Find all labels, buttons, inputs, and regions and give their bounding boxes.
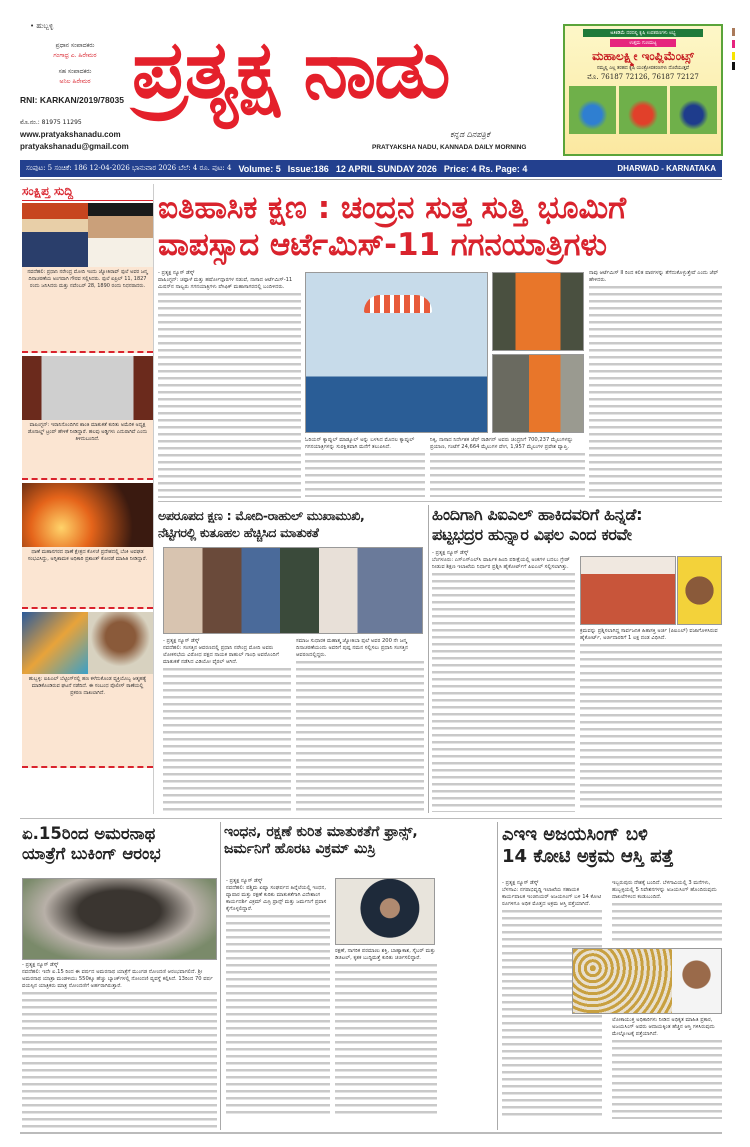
color-mark	[732, 52, 735, 60]
headline-line2: ನೆಟ್ಟಿಗರಲ್ಲಿ ಕುತೂಹಲ ಹೆಚ್ಚಿಸಿದ ಮಾತುಕತೆ	[158, 525, 319, 540]
photo-betting-illustration	[22, 612, 88, 674]
issue-date: 12 APRIL SUNDAY 2026	[335, 163, 437, 174]
masthead-title: ಪ್ರತ್ಯಕ್ಷ ನಾಡು	[132, 23, 449, 116]
hindi-story-col2	[580, 628, 722, 812]
divider	[20, 818, 722, 819]
body-text: ರಕ್ಷಣೆ, ನಾಗರಿಕ ಪರಮಾಣು ಶಕ್ತಿ, ಬಾಹ್ಯಾಕಾಶ, ಸೈಬರ್ ಮತ್ತು ಡಿಜಿಟಲ್, ಕೃತಕ ಬುದ್ಧಿಮತ್ತೆ ಕುರಿತು ಚರ್ಚಿಸಲಿದ್ದಾರೆ.	[335, 948, 436, 961]
photo-astronauts-helicopter-1	[492, 272, 584, 351]
hindi-story-headline	[432, 505, 722, 545]
color-mark	[732, 62, 735, 70]
masthead-subtitle-kn: ಕನ್ನಡ ದಿನಪತ್ರಿಕೆ	[450, 130, 491, 139]
body-text: ಲೋಕಾಯುಕ್ತ ಅಧಿಕಾರಿಗಳು ನೀಡಿದ ಅಧಿಕೃತ ಮಾಹಿತಿ ಪ್ರಕಾರ, ಅಜಯಸಿಂಗ್ ಅವರು ಆದಾಯಕ್ಕಿಂತ ಹೆಚ್ಚಿನ ಆಸ್ತಿ ಗಳಿಸಿರುವುದು ಮೇಲ್ನೋಟಕ್ಕೆ ಪತ್ತೆಯಾಗಿದೆ.	[612, 1017, 722, 1038]
headline-line2: ಜರ್ಮನಿಗೆ ಹೊರಟ ವಿಕ್ರಮ್ ಮಿಸ್ರಿ	[224, 840, 376, 857]
photo-jyotirao-phule	[22, 203, 88, 267]
byline: - ಪ್ರತ್ಯಕ್ಷ ನ್ಯೂಸ್ ಡೆಸ್ಕ್	[163, 638, 291, 645]
website-link[interactable]: www.pratyakshanadu.com	[20, 130, 121, 139]
column-divider	[497, 822, 498, 1130]
headline-line1: ಹಿಂದಿಗಾಗಿ ಪಿಐಎಲ್ ಹಾಕಿದವರಿಗೆ ಹಿನ್ನಡೆ:	[432, 505, 643, 524]
ajay-headline	[502, 824, 722, 867]
color-mark	[732, 40, 735, 48]
lead-lede: ವಾಷಿಂಗ್ಟನ್: ಚಪ್ಪಾಳೆ ಮತ್ತು ಹರ್ಷೋದ್ಗಾರಗಳ ನಡುವೆ, ನಾಸಾದ ಆರ್ಟೆಮಿಸ್-11 ಮಿಷನ್‌ನ ನಾಲ್ವರು ಗಗನಯಾತ್ರಿಗಳು ಪೆಸಿಫಿಕ್ ಮಹಾಸಾಗರದಲ್ಲಿ ಬಂದಿಳಿದರು.	[158, 277, 301, 291]
lede: ನವದೆಹಲಿ: ಸಂಸತ್ತಿನ ಆವರಣದಲ್ಲಿ ಪ್ರಧಾನಿ ನರೇಂದ್ರ ಮೋದಿ ಅವರು ಲೋಕಸಭೆಯ ವಿರೋಧ ಪಕ್ಷದ ನಾಯಕ ರಾಹುಲ್ ಗಾಂಧಿ ಅವರೊಂದಿಗೆ ಮಾತುಕತೆ ನಡೆಸಿದ ವಿಡಿಯೋ ವೈರಲ್ ಆಗಿದೆ.	[163, 645, 291, 666]
lead-body-col-right	[589, 270, 722, 498]
headline-line1: ಅಪರೂಪದ ಕ್ಷಣ : ಮೋದಿ-ರಾಹುಲ್ ಮುಖಾಮುಖಿ,	[158, 508, 365, 523]
modi-story-headline	[158, 507, 422, 541]
misri-col1	[226, 878, 330, 1118]
photo-donald-trump	[22, 356, 153, 420]
body-text: ಇಬ್ಬರುಪುರು ದೇಶಕ್ಕೆ ಬಂದಿದೆ. ಬೆಳಗಾವಿಯಲ್ಲಿ 3 ಮನೆಗಳು, ಹುಬ್ಬಳ್ಳಿಯಲ್ಲಿ 5 ನಿವೇಶನಗಳನ್ನು ಅಜಯಸಿಂಗ್ ಹೊಂದಿರುವುದು ದಾಖಲೆಗಳಿಂದ ಕಂಡುಬಂದಿದೆ.	[612, 880, 722, 901]
misri-col2	[335, 948, 437, 1118]
caption-text: ನಿಕ್ಕಿ, ನಾಸಾದ ನಿರ್ದೇಶಕ ಜೆಫ್ ರಾಡಿಗನ್ ಅವರು ಚಂದ್ರನಿಗೆ 700,237 ಮೈಲುಗಳಷ್ಟು ಪ್ರಯಾಣ, ಗಂಟೆಗೆ 24,664 ಮೈಲುಗಳ ವೇಗ, 1,957 ಮೈಲುಗಳ ಪ್ರವೇಶ ವ್ಯಾಪ್ತಿ.	[430, 437, 585, 451]
ad-trailer-image	[670, 86, 717, 134]
lede: ನವದೆಹಲಿ: ಪಶ್ಚಿಮ ಏಷ್ಯಾ ಸಂಘರ್ಷದ ಹಿನ್ನೆಲೆಯಲ್ಲಿ ಇಂಧನ, ವ್ಯಾಪಾರ ಮತ್ತು ರಕ್ಷಣೆ ಕುರಿತು ಮಾತುಕತೆಗಾಗಿ ವಿದೇಶಾಂಗ ಕಾರ್ಯದರ್ಶಿ ವಿಕ್ರಮ್ ಮಿಸ್ರಿ ಫ್ರಾನ್ಸ್ ಮತ್ತು ಜರ್ಮನಿಗೆ ಪ್ರವಾಸ ಕೈಗೊಳ್ಳಲಿದ್ದಾರೆ.	[226, 885, 330, 913]
headline-line1: ಎಇಇ ಅಜಯಸಿಂಗ್ ಬಳಿ	[502, 824, 648, 845]
photo-capsule-splashdown	[305, 272, 488, 433]
misri-headline	[224, 824, 495, 858]
photo-karave-leader	[677, 556, 722, 625]
photo-fire-incident	[22, 483, 153, 547]
headline-line2: ಯಾತ್ರೆಗೆ ಬುಕಿಂಗ್ ಆರಂಭ	[22, 843, 161, 863]
brief-item: ನವದೆಹಲಿ: ಪ್ರಧಾನಿ ನರೇಂದ್ರ ಮೋದಿ ಇಂದು ಜ್ಯೋತಿರಾವ್ ಫುಲೆ ಅವರ ಜನ್ಮ ದಿನಾಚರಣೆಯ ಅಂಗವಾಗಿ ಗೌರವ ಸಲ್ಲಿಸಿದರು. ಫುಲೆ ಏಪ್ರಿಲ್ 11, 1827 ರಂದು ಜನಿಸಿದರು ಮತ್ತು ನವೆಂಬರ್ 28, 1890 ರಂದು ನಿಧನರಾದರು.	[22, 267, 153, 353]
brief-item: ಥಾಣೆ ಮಹಾನಗರದ ಥಾಣೆ ಕ್ಷೇತ್ರದ ಕೊಳಚೆ ಪ್ರದೇಶದಲ್ಲಿ ಬೆಂಕಿ ಅವಘಡ ಸಂಭವಿಸಿದ್ದು, ಅಗ್ನಿಶಾಮಕ ಅಧಿಕಾರಿ ಪ್ರಶಾಂತ್ ಕೋರಡೆ ಮಾಹಿತಿ ನೀಡಿದ್ದಾರೆ.	[22, 547, 153, 609]
byline: - ಪ್ರತ್ಯಕ್ಷ ನ್ಯೂಸ್ ಡೆಸ್ಕ್	[432, 550, 575, 557]
lead-headline-line2: ವಾಪಸ್ಸಾದ ಆರ್ಟೆಮಿಸ್-11 ಗಗನಯಾತ್ರಿಗಳು	[158, 227, 608, 264]
brief-item: ಹುಬ್ಬಳ್ಳಿ: ಐಪಿಎಲ್ ಬೆಟ್ಟಿಂಗ್‌ನಲ್ಲಿ ಹಣ ಕಳೆದುಕೊಂಡ ವ್ಯಕ್ತಿಯೊಬ್ಬ ಆತ್ಮಹತ್ಯೆ ಮಾಡಿಕೊಂಡಿರುವ ಘಟನೆ ನಡೆದಿದೆ. ಈ ಸಂಬಂಧ ಪೊಲೀಸ್ ಠಾಣೆಯಲ್ಲಿ ಪ್ರಕರಣ ದಾಖಲಾಗಿದೆ.	[22, 674, 153, 768]
issue-info-kn: ಸಂಪುಟ: 5 ಸಂಚಿಕೆ: 186 12-04-2026 ಭಾನುವಾರ 2026 ಬೆಲೆ: 4 ರೂ. ಪುಟ: 4	[26, 164, 232, 172]
ajay-col3	[612, 1017, 722, 1119]
price-page: Price: 4 Rs. Page: 4	[443, 163, 528, 174]
ad-business-name: ಮಹಾಲಕ್ಷ್ಮೀ ಇಂಪ್ಲಿಮೆಂಟ್ಸ್	[592, 49, 694, 63]
modi-story-col2	[296, 638, 424, 812]
coeditor-name: ಅನಿಲ ಹಿರೇಮಠ	[59, 78, 91, 85]
editor-name: ಗಂಗಾಧ್ರ ಎ. ಹಿರೇಮಠ	[53, 52, 97, 59]
issue-number: Issue:186	[287, 163, 329, 174]
divider	[158, 501, 722, 502]
headline-line1: ಏ.15ರಿಂದ ಅಮರನಾಥ	[22, 824, 156, 843]
rni-number: RNI: KARKAN/2019/78035	[20, 95, 124, 105]
photo-narendra-modi	[88, 203, 154, 267]
ad-rotavator-image	[619, 86, 666, 134]
ad-phone: ಮೊ. 76187 72126, 76187 72127	[587, 73, 699, 81]
volume: Volume: 5	[238, 163, 281, 174]
lead-headline	[158, 190, 723, 264]
ad-top-banner: ಅತಿಕಡಿಮೆ ದರದಲ್ಲಿ ಕೃಷಿ ಉಪಕರಣಗಳು ಲಭ್ಯ	[583, 29, 703, 37]
photo-ajay-singh	[672, 949, 721, 1013]
byline: - ಪ್ರತ್ಯಕ್ಷ ನ್ಯೂಸ್ ಡೆಸ್ಕ್	[22, 962, 217, 969]
coeditor-label: ಸಹ ಸಂಪಾದಕರು	[58, 68, 92, 75]
byline: - ಪ್ರತ್ಯಕ್ಷ ನ್ಯೂಸ್ ಡೆಸ್ಕ್	[226, 878, 330, 885]
editor-label: ಪ್ರಧಾನ ಸಂಪಾದಕರು	[55, 42, 95, 49]
lead-byline: - ಪ್ರತ್ಯಕ್ಷ ನ್ಯೂಸ್ ಡೆಸ್ಕ್	[158, 270, 301, 277]
body-text: ಕ್ರಮವನ್ನು ಪ್ರಶ್ನಿಸಲಾಗಿದ್ದ ಸಾರ್ವಜನಿಕ ಹಿತಾಸಕ್ತಿ ಅರ್ಜಿ (ಪಿಐಎಲ್) ವಜಾಗೊಳಿಸಿರುವ ಹೈಕೋರ್ಟ್, ಅರ್ಜಿದಾರರಿಗೆ 1 ಲಕ್ಷ ದಂಡ ವಿಧಿಸಿದೆ.	[580, 628, 722, 642]
issue-info-bar	[20, 160, 722, 177]
masthead-subtitle-en: PRATYAKSHA NADU, KANNADA DAILY MORNING	[372, 144, 527, 151]
edition-tag: • ಹುಬ್ಬಳ್ಳಿ	[30, 22, 54, 30]
body-text: ಸಮಾಜ ಸುಧಾರಕ ಮಹಾತ್ಮ ಜ್ಯೋತಿಬಾ ಫುಲೆ ಅವರ 200 ನೇ ಜನ್ಮ ದಿನಾಚರಣೆಯಂದು ಅವರಿಗೆ ಪುಷ್ಪ ನಮನ ಸಲ್ಲಿಸಲು ಪ್ರಧಾನಿ ಸಂಸತ್ತಿನ ಆವರಣದಲ್ಲಿದ್ದರು.	[296, 638, 424, 659]
ajay-col2	[612, 880, 722, 944]
color-mark	[732, 28, 735, 36]
caption-text: ಓರಿಯನ್ ಕ್ಯಾಪ್ಸುಲ್ ಮಾಡ್ಯೂಲ್ ಅನ್ನು ಬಳಸಿದ ಮೊದಲ ಕ್ಯಾಪ್ಸುಲ್ ಗಗನಯಾತ್ರಿಗಳನ್ನು ಸುರಕ್ಷಿತವಾಗಿ ಮನೆಗೆ ತಲುಪಿಸಿದೆ.	[305, 437, 425, 451]
photo-victim	[88, 612, 154, 674]
column-divider	[220, 822, 221, 1130]
photo-high-court	[580, 556, 676, 625]
lede: ಬೆಂಗಳೂರು: ಎಸ್‌ಎಸ್‌ಎಲ್‌ಸಿ ವಾರ್ಷಿಕ ಹಿಂದಿ ಪರೀಕ್ಷೆಯಲ್ಲಿ ಅಂಕಗಳ ಬದಲು ಗ್ರೇಡ್ ನೀಡುವ ಶಿಕ್ಷಣ ಇಲಾಖೆಯ ನಿರ್ಧಾರ ಪ್ರಶ್ನಿಸಿ ಹೈಕೋರ್ಟ್‌ಗೆ ಪಿಐಎಲ್ ಸಲ್ಲಿಸಲಾಗಿತ್ತು.	[432, 557, 575, 571]
lede: ನವದೆಹಲಿ: ಇದೇ ಏ.15 ರಿಂದ ಈ ವರ್ಷದ ಅಮರನಾಥ ಯಾತ್ರೆಗೆ ಮುಂಗಡ ನೋಂದಣಿ ಆರಂಭವಾಗಲಿದೆ. ಶ್ರೀ ಅಮರನಾಥ ಯಾತ್ರಾ ಮಂಡಳಿಯು 550ಕ್ಕೂ ಹೆಚ್ಚು ಬ್ಯಾಂಕ್‌ಗಳಲ್ಲಿ ನೋಂದಣಿ ವ್ಯವಸ್ಥೆ ಕಲ್ಪಿಸಿದೆ. 13ರಿಂದ 70 ವರ್ಷ ವಯಸ್ಸಿನ ಯಾತ್ರಿಕರು ಮಾತ್ರ ನೋಂದಣಿಗೆ ಅರ್ಹರಾಗಿರುತ್ತಾರೆ.	[22, 969, 217, 990]
lead-body-col1	[158, 270, 301, 498]
headline-line1: ಇಂಧನ, ರಕ್ಷಣೆ ಕುರಿತ ಮಾತುಕತೆಗೆ ಫ್ರಾನ್ಸ್,	[224, 824, 418, 840]
advertisement[interactable]	[563, 24, 723, 156]
brief-news-column	[22, 184, 154, 814]
modi-story-col1	[163, 638, 291, 812]
amarnath-body	[22, 962, 217, 1130]
photo-modi-rahul	[163, 547, 423, 634]
ad-description: ನಮ್ಮಲ್ಲಿ ಎಲ್ಲ ತರಹದ ಕೃಷಿ ಯಂತ್ರೋಪಕರಣಗಳು ದೊರೆಯುತ್ತವೆ	[597, 66, 689, 71]
brief-item: ವಾಷಿಂಗ್ಟನ್: ಇರಾನಿನೊಂದಿಗಿನ ಶಾಂತಿ ಮಾತುಕತೆ ಕುರಿತು ಅಮೆರಿಕ ಅಧ್ಯಕ್ಷ ಡೊನಾಲ್ಡ್ ಟ್ರಂಪ್ ಹೇಳಿಕೆ ನೀಡಿದ್ದಾರೆ. ಹಲವು ಅಡ್ಡಿಗಳು ಎದುರಾಗಿವೆ ಎಂದು ತಿಳಿದುಬಂದಿದೆ.	[22, 420, 153, 480]
headline-line2: 14 ಕೋಟಿ ಅಕ್ರಮ ಆಸ್ತಿ ಪತ್ತೆ	[502, 845, 674, 867]
photo-gold-jewellery	[573, 949, 672, 1013]
photo-seized-assets	[572, 948, 722, 1014]
lead-caption-2	[430, 437, 585, 497]
byline: - ಪ್ರತ್ಯಕ್ಷ ನ್ಯೂಸ್ ಡೆಸ್ಕ್	[502, 880, 602, 887]
photo-astronauts-helicopter-2	[492, 354, 584, 433]
lead-caption-1	[305, 437, 425, 497]
amarnath-headline	[22, 824, 218, 864]
lead-headline-line1: ಐತಿಹಾಸಿಕ ಕ್ಷಣ : ಚಂದ್ರನ ಸುತ್ತ ಸುತ್ತಿ ಭೂಮಿಗೆ	[158, 190, 627, 226]
parachute-graphic	[364, 295, 432, 313]
place: DHARWAD - KARNATAKA	[617, 164, 716, 173]
ad-plough-image	[569, 86, 616, 134]
hindi-story-col1	[432, 550, 575, 812]
lead-right-text: ನಾವು ಆರ್ಟೆಮಿಸ್ II ರಿಂದ ಕಲಿತ ಪಾಠಗಳನ್ನು ತೆಗೆದುಕೊಳ್ಳುತ್ತೇವೆ ಎಂದು ಜೆಫ್ ಹೇಳಿದರು.	[589, 270, 722, 284]
email-link[interactable]: pratyakshanadu@gmail.com	[20, 142, 129, 151]
headline-line2: ಪಟ್ಟಭದ್ರರ ಹುನ್ನಾರ ವಿಫಲ ಎಂದ ಕರವೇ	[432, 525, 632, 544]
photo-amarnath-cave	[22, 878, 217, 960]
brief-title: ಸಂಕ್ಷಿಪ್ತ ಸುದ್ದಿ	[22, 184, 153, 201]
ad-ribbon: ಉತ್ತಮ ಗುಣಮಟ್ಟ	[610, 39, 676, 47]
photo-vikram-misri	[335, 878, 435, 945]
phone-number: ಮೊ.ನಂ.: 81975 11295	[20, 119, 82, 126]
column-divider	[428, 505, 429, 813]
bottom-rule	[20, 1132, 722, 1134]
lede: ಬೆಳಗಾವಿ: ನಗರಾಭಿವೃದ್ಧಿ ಇಲಾಖೆಯ ಸಹಾಯಕ ಕಾರ್ಯಪಾಲಕ ಇಂಜಿನಿಯರ್ ಅಜಯಸಿಂಗ್ ಬಳಿ 14 ಕೋಟಿ ರೂಗಳಿಗೂ ಅಧಿಕ ಮೊತ್ತದ ಅಕ್ರಮ ಆಸ್ತಿ ಪತ್ತೆಯಾಗಿದೆ.	[502, 887, 602, 907]
